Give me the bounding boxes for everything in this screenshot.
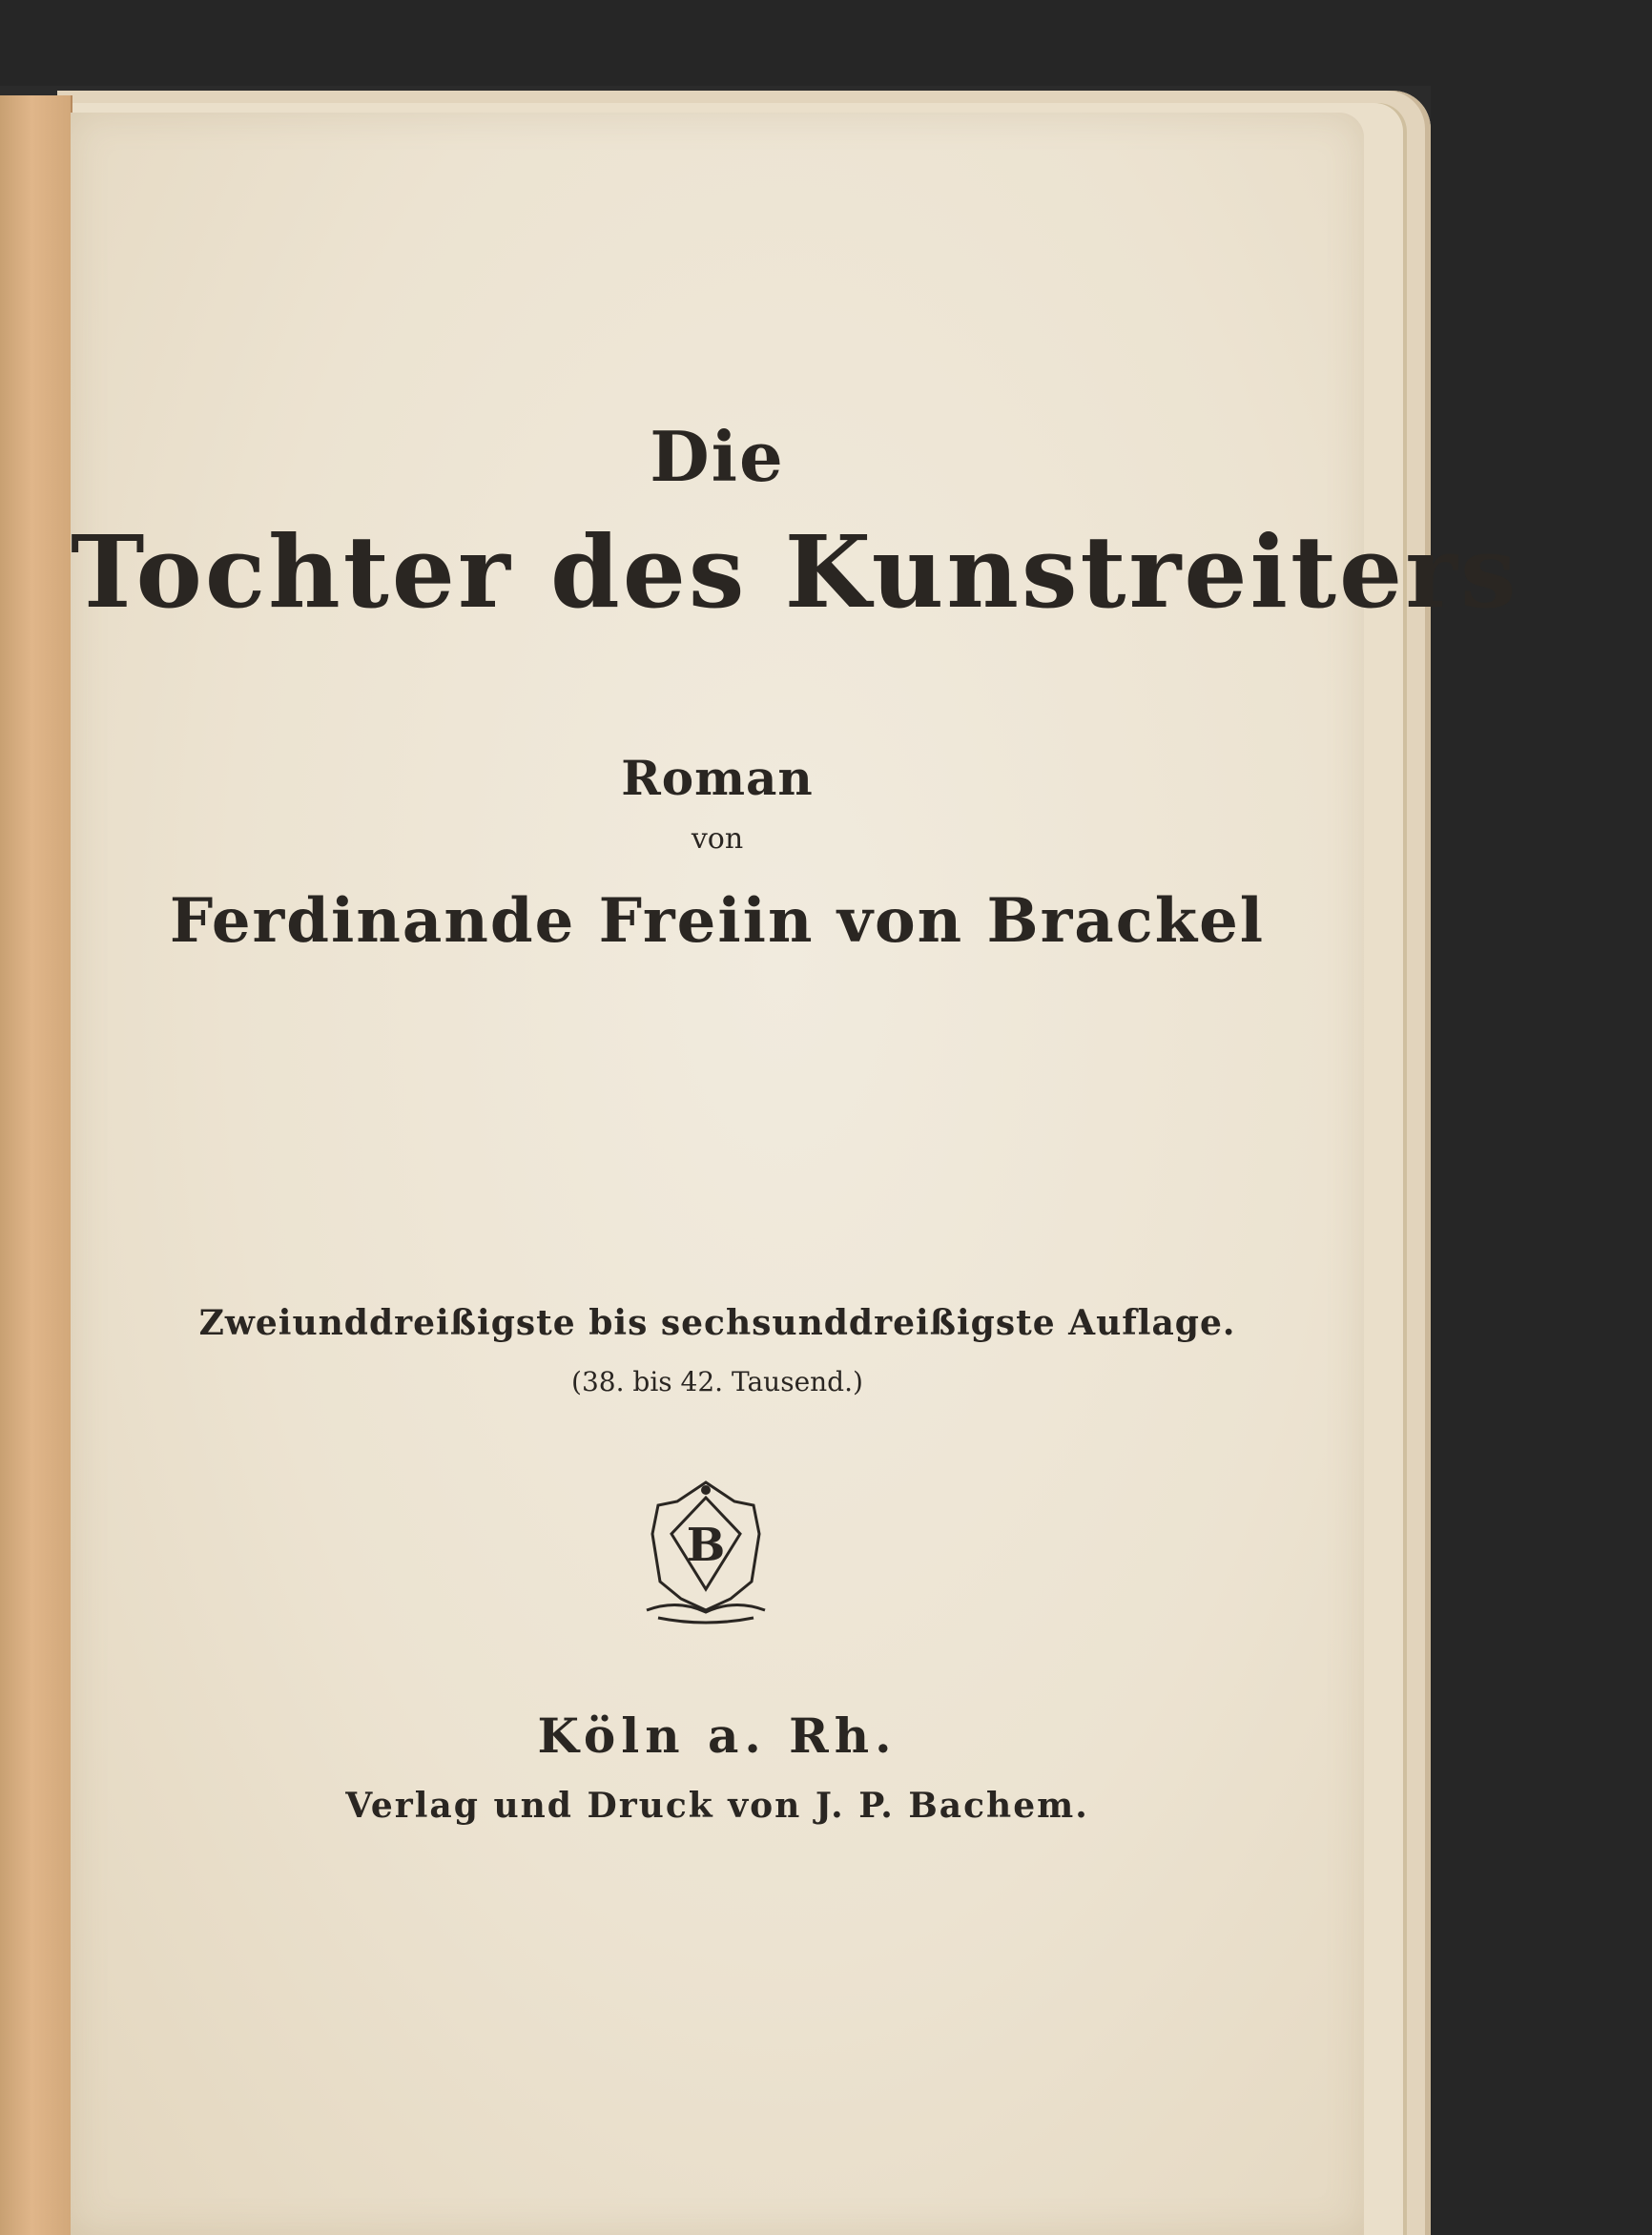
svg-text:B: B	[686, 1519, 726, 1572]
publication-place: Köln a. Rh.	[537, 1707, 898, 1764]
book-title: Tochter des Kunstreiters	[71, 513, 1519, 631]
by-label: von	[691, 822, 744, 856]
spine-endpaper	[0, 95, 72, 2235]
author-name: Ferdinande Freiin von Brackel	[169, 885, 1266, 957]
publisher-line: Verlag und Druck von J. P. Bachem.	[345, 1786, 1089, 1826]
title-article: Die	[650, 416, 785, 497]
edition-note: Zweiunddreißigste bis sechsunddreißigste Auflage.	[198, 1303, 1236, 1343]
genre-label: Roman	[621, 750, 814, 806]
title-page	[71, 113, 1519, 2235]
print-run-note: (38. bis 42. Tausend.)	[571, 1366, 863, 1397]
publisher-monogram-icon	[639, 1477, 773, 1629]
